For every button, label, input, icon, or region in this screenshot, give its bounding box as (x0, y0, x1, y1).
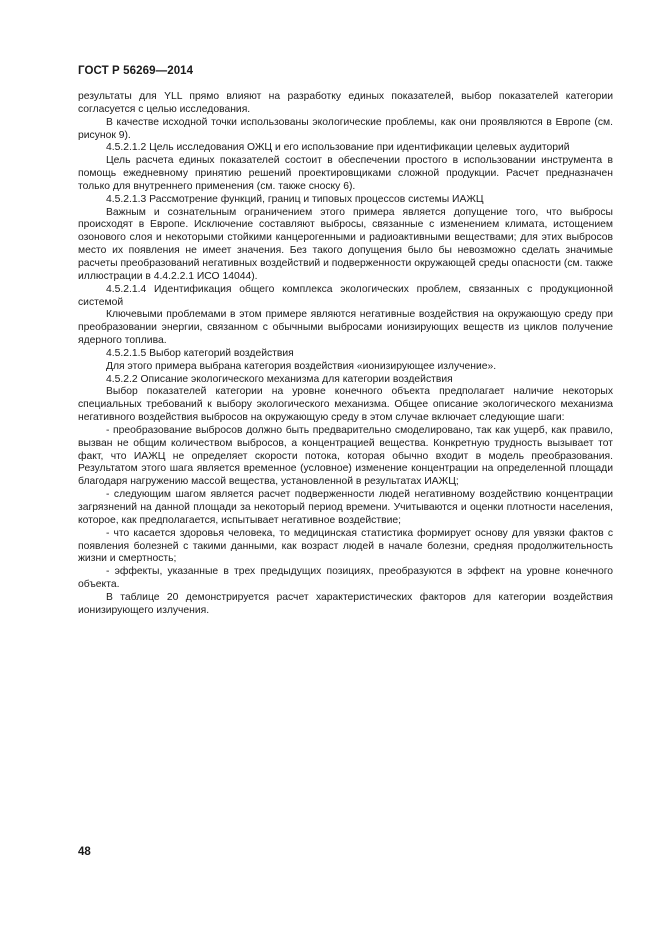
paragraph: 4.5.2.1.5 Выбор категорий воздействия (106, 347, 294, 359)
paragraph: - что касается здоровья человека, то медицинская статистика формирует основу для увязки фактов с появления болезней с такими данными, как возраст людей в начале болезни, средняя продолжительность жизни и смертность; (78, 527, 613, 565)
document-body (78, 91, 613, 618)
paragraph: 4.5.2.1.3 Рассмотрение функций, границ и типовых процессов системы ИАЖЦ (106, 193, 484, 205)
document-header: ГОСТ Р 56269—2014 (78, 65, 194, 77)
page-number: 48 (78, 846, 91, 858)
paragraph: 4.5.2.1.4 Идентификация общего комплекса экологических проблем, связанных с продукционной системой (78, 283, 613, 308)
paragraph: Выбор показателей категории на уровне конечного объекта предполагает наличие некоторых специальных требований к выбору экологического механизма. Общее описание экологического механизма негативного воздействия выбросов на окружающую среду в этом случае включает следующие шаги: (78, 386, 613, 424)
paragraph: 4.5.2.2 Описание экологического механизма для категории воздействия (106, 373, 453, 385)
paragraph: результаты для YLL прямо влияют на разработку единых показателей, выбор показателей категории согласуется с целью исследования. (78, 91, 613, 115)
paragraph: Цель расчета единых показателей состоит в обеспечении простого в использовании инструмента в помощь ежедневному принятию решений проектировщиками сложной продукции. Расчет предназначен только для внутреннего применения (см. также сноску 6). (78, 155, 613, 192)
paragraph: Для этого примера выбрана категория воздействия «ионизирующее излучение». (106, 360, 497, 372)
paragraph: - следующим шагом является расчет подверженности людей негативному воздействию концентрации загрязнений на данной площади за некоторый период времени. Учитываются и оценки плотности населения, которое, как предполагается, испытывает негативное воздействие; (78, 489, 613, 526)
paragraph: Ключевыми проблемами в этом примере являются негативные воздействия на окружающую среду при преобразовании энергии, связанном с обычными выбросами ионизирующих веществ из циклов получение ядерного топлива. (78, 309, 613, 347)
paragraph: - преобразование выбросов должно быть предварительно смоделировано, так как ущерб, как правило, вызван не общим количеством выбросов, а концентрацией вещества. Конкретную трудность вызывает тот факт, что ИАЖЦ не определяет скорости потока, которая обычно входит в модель преобразования. Результатом этого шага является временное (условное) изменение концентрации на определенной площади благодаря нагружению массой вещества, установленной в результатах ИАЖЦ; (78, 424, 613, 488)
paragraph: В таблице 20 демонстрируется расчет характеристических факторов для категории воздействия ионизирующего излучения. (78, 591, 613, 616)
paragraph: - эффекты, указанные в трех предыдущих позициях, преобразуются в эффект на уровне конечного объекта. (78, 566, 613, 591)
paragraph: В качестве исходной точки использованы экологические проблемы, как они проявляются в Европе (см. рисунок 9). (78, 116, 613, 141)
paragraph: Важным и сознательным ограничением этого примера является допущение того, что выбросы происходят в Европе. Исключение составляют выбросы, связанные с изменением климата, истощением озонового слоя и некоторыми стойкими канцерогенными и радиоактивными веществами; для этих выбросов место их появления не имеет значения. Без такого допущения было бы невозможно сделать значимые расчеты преобразований негативных воздействий и подверженности окружающей среды опасности (см. также иллюстрации в 4.4.2.2.1 ИСО 14044). (78, 206, 613, 282)
paragraph: 4.5.2.1.2 Цель исследования ОЖЦ и его использование при идентификации целевых аудиторий (106, 142, 570, 154)
